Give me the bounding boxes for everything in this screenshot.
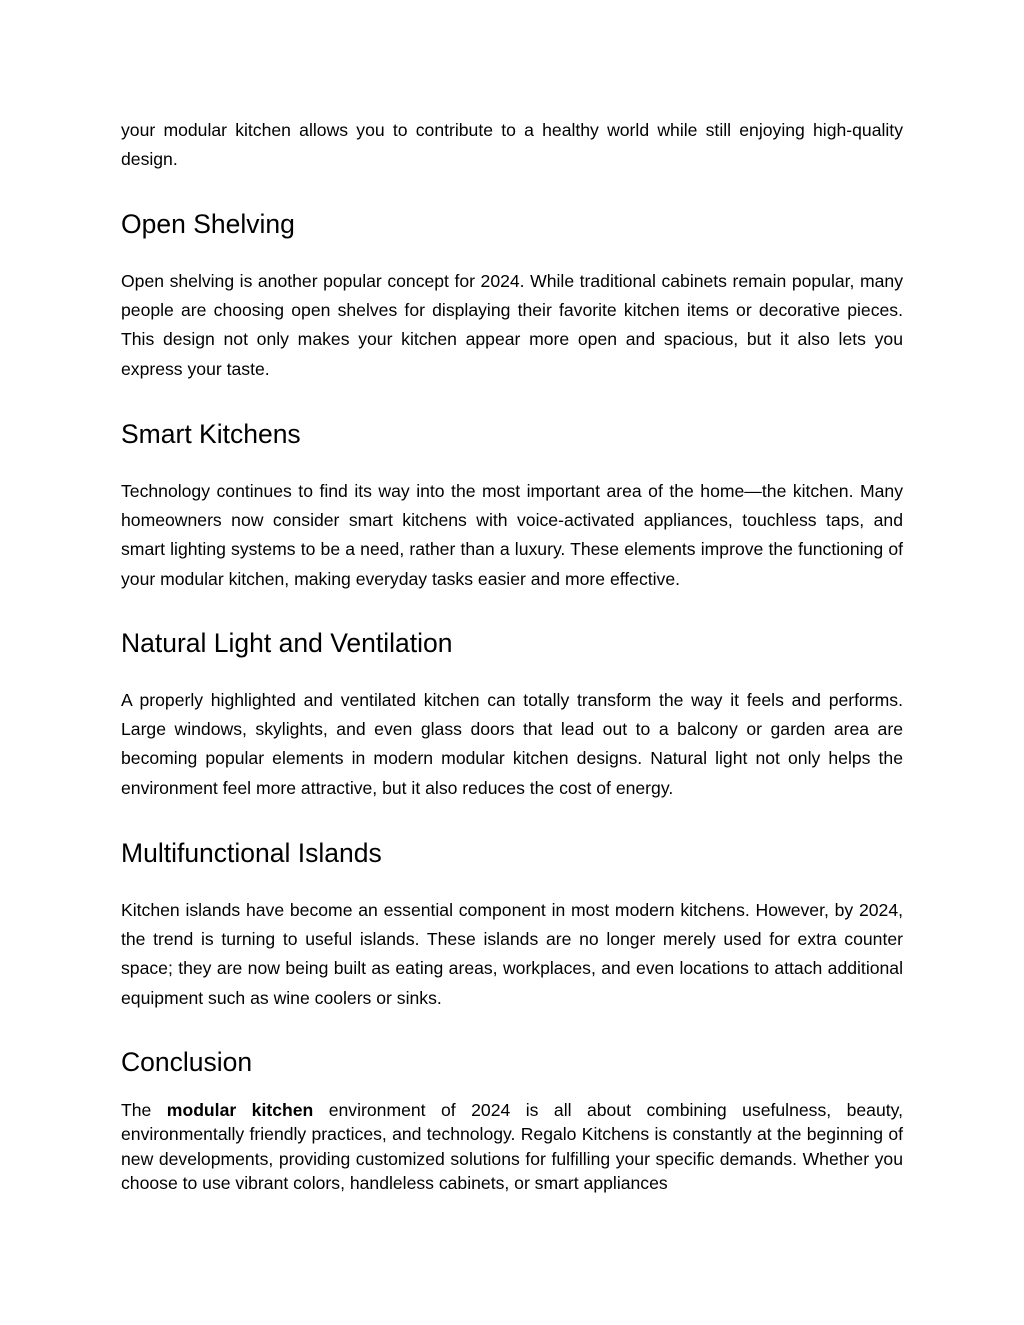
section-body-open-shelving: Open shelving is another popular concept for 2024. While traditional cabinets remain popular, many people are choosing open shelves for displaying their favorite kitchen items or decorative pieces. This design not only makes your kitchen appear more open and spacious, but it also lets you express your taste. — [121, 271, 903, 379]
section-heading-natural-light: Natural Light and Ventilation — [121, 628, 453, 658]
section-body-multifunctional-islands: Kitchen islands have become an essential component in most modern kitchens. However, by 2024, the trend is turning to useful islands. These islands are no longer merely used for extra counter space; they are now being built as eating areas, workplaces, and even locations to attach additional equipment such as wine coolers or sinks. — [121, 900, 903, 1008]
section-body-smart-kitchens: Technology continues to find its way into the most important area of the home—the kitchen. Many homeowners now consider smart kitchens with voice-activated appliances, touchless taps, and smart lighting systems to be a need, rather than a luxury. These elements improve the functioning of your modular kitchen, making everyday tasks easier and more effective. — [121, 481, 903, 589]
conclusion-lead: The — [121, 1100, 152, 1120]
intro-paragraph: your modular kitchen allows you to contribute to a healthy world while still enjoying high-quality design. — [121, 120, 903, 170]
section-heading-smart-kitchens: Smart Kitchens — [121, 419, 301, 449]
section-heading-open-shelving: Open Shelving — [121, 209, 295, 239]
conclusion-bold-link-text: modular kitchen — [166, 1100, 314, 1120]
section-heading-conclusion: Conclusion — [121, 1047, 253, 1077]
section-heading-multifunctional-islands: Multifunctional Islands — [121, 838, 382, 868]
conclusion-paragraph — [121, 1098, 903, 1196]
conclusion-rest: environment of 2024 is all about combining usefulness, beauty, environmentally friendly practices, and technology. Regalo Kitchens is constantly at the beginning of new developments, providing customized solutions for fulfilling your specific demands. Whether you choose to use vibrant colors, handleless cabinets, or smart appliances — [121, 1100, 904, 1194]
section-body-natural-light: A properly highlighted and ventilated kitchen can totally transform the way it feels and performs. Large windows, skylights, and even glass doors that lead out to a balcony or garden area are becoming popular elements in modern modular kitchen designs. Natural light not only helps the environment feel more attractive, but it also reduces the cost of energy. — [121, 690, 903, 798]
